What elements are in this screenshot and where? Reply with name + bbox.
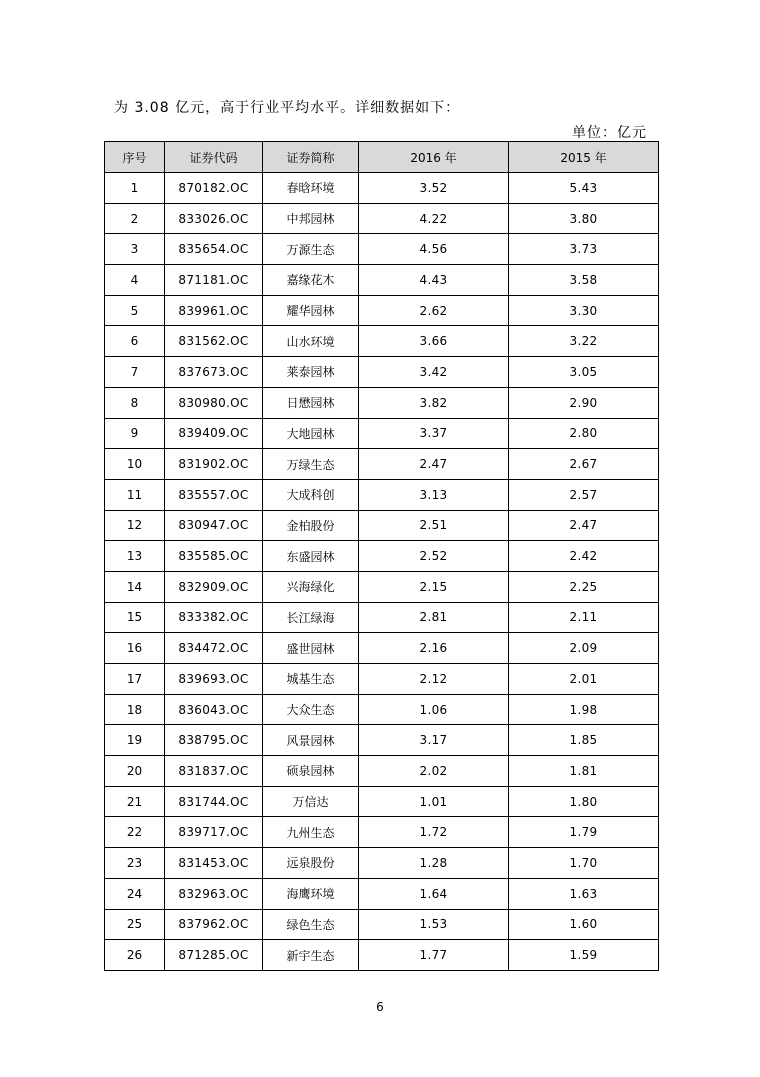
cell-security-name: 海鹰环境 — [263, 878, 359, 909]
cell-index: 5 — [105, 295, 165, 326]
cell-value-2016: 4.22 — [359, 203, 509, 234]
cell-value-2015: 2.67 — [509, 449, 659, 480]
cell-index: 21 — [105, 786, 165, 817]
cell-security-code: 834472.OC — [165, 633, 263, 664]
cell-value-2016: 2.16 — [359, 633, 509, 664]
table-row — [105, 602, 659, 633]
cell-value-2015: 5.43 — [509, 173, 659, 204]
cell-index: 24 — [105, 878, 165, 909]
cell-index: 6 — [105, 326, 165, 357]
cell-index: 7 — [105, 357, 165, 388]
cell-value-2016: 3.82 — [359, 387, 509, 418]
cell-security-code: 831837.OC — [165, 756, 263, 787]
intro-paragraph: 为 3.08 亿元，高于行业平均水平。详细数据如下： — [114, 100, 461, 116]
cell-security-name: 莱泰园林 — [263, 357, 359, 388]
cell-security-name: 长江绿海 — [263, 602, 359, 633]
table-row — [105, 848, 659, 879]
cell-security-code: 830947.OC — [165, 510, 263, 541]
cell-index: 4 — [105, 265, 165, 296]
table-row — [105, 571, 659, 602]
cell-security-code: 870182.OC — [165, 173, 263, 204]
cell-value-2015: 2.42 — [509, 541, 659, 572]
page-number: 6 — [376, 1000, 384, 1014]
cell-security-code: 871285.OC — [165, 940, 263, 971]
cell-value-2015: 2.80 — [509, 418, 659, 449]
cell-value-2015: 1.60 — [509, 909, 659, 940]
cell-security-code: 837673.OC — [165, 357, 263, 388]
cell-security-name: 春晗环境 — [263, 173, 359, 204]
cell-value-2016: 1.28 — [359, 848, 509, 879]
cell-security-name: 远泉股份 — [263, 848, 359, 879]
cell-value-2016: 4.43 — [359, 265, 509, 296]
cell-security-code: 831453.OC — [165, 848, 263, 879]
cell-value-2015: 2.25 — [509, 571, 659, 602]
header-year-2015: 2015 年 — [509, 142, 659, 173]
table-row — [105, 725, 659, 756]
cell-index: 26 — [105, 940, 165, 971]
cell-index: 23 — [105, 848, 165, 879]
cell-value-2016: 3.52 — [359, 173, 509, 204]
cell-security-code: 871181.OC — [165, 265, 263, 296]
table-row — [105, 265, 659, 296]
cell-security-name: 绿色生态 — [263, 909, 359, 940]
cell-index: 12 — [105, 510, 165, 541]
cell-index: 10 — [105, 449, 165, 480]
cell-security-name: 风景园林 — [263, 725, 359, 756]
table-row — [105, 357, 659, 388]
cell-value-2016: 1.77 — [359, 940, 509, 971]
cell-value-2016: 3.17 — [359, 725, 509, 756]
cell-security-name: 九州生态 — [263, 817, 359, 848]
cell-security-name: 耀华园林 — [263, 295, 359, 326]
header-year-2016: 2016 年 — [359, 142, 509, 173]
cell-security-name: 兴海绿化 — [263, 571, 359, 602]
cell-index: 20 — [105, 756, 165, 787]
cell-security-name: 中邦园林 — [263, 203, 359, 234]
cell-index: 9 — [105, 418, 165, 449]
cell-security-name: 东盛园林 — [263, 541, 359, 572]
cell-value-2015: 2.90 — [509, 387, 659, 418]
cell-value-2016: 1.72 — [359, 817, 509, 848]
table-row — [105, 541, 659, 572]
cell-security-code: 838795.OC — [165, 725, 263, 756]
cell-value-2016: 1.64 — [359, 878, 509, 909]
cell-value-2016: 2.47 — [359, 449, 509, 480]
cell-security-code: 831902.OC — [165, 449, 263, 480]
cell-security-name: 万源生态 — [263, 234, 359, 265]
cell-security-code: 839409.OC — [165, 418, 263, 449]
cell-value-2015: 1.81 — [509, 756, 659, 787]
table-row — [105, 326, 659, 357]
cell-security-name: 大众生态 — [263, 694, 359, 725]
cell-security-name: 嘉缘花木 — [263, 265, 359, 296]
cell-security-name: 山水环境 — [263, 326, 359, 357]
cell-value-2016: 2.62 — [359, 295, 509, 326]
cell-security-name: 日懋园林 — [263, 387, 359, 418]
cell-value-2016: 3.13 — [359, 479, 509, 510]
cell-value-2015: 3.05 — [509, 357, 659, 388]
cell-index: 1 — [105, 173, 165, 204]
cell-index: 14 — [105, 571, 165, 602]
cell-value-2016: 1.53 — [359, 909, 509, 940]
cell-index: 19 — [105, 725, 165, 756]
cell-value-2015: 3.80 — [509, 203, 659, 234]
table-row — [105, 633, 659, 664]
cell-security-code: 833026.OC — [165, 203, 263, 234]
cell-value-2015: 2.11 — [509, 602, 659, 633]
table-row — [105, 295, 659, 326]
cell-value-2016: 2.52 — [359, 541, 509, 572]
cell-index: 18 — [105, 694, 165, 725]
table-row — [105, 387, 659, 418]
table-row — [105, 817, 659, 848]
cell-value-2016: 3.42 — [359, 357, 509, 388]
table-body — [105, 173, 659, 971]
cell-value-2016: 3.37 — [359, 418, 509, 449]
cell-security-code: 839961.OC — [165, 295, 263, 326]
cell-index: 25 — [105, 909, 165, 940]
cell-security-code: 835654.OC — [165, 234, 263, 265]
table-row — [105, 510, 659, 541]
table-row — [105, 940, 659, 971]
cell-value-2015: 2.57 — [509, 479, 659, 510]
table-row — [105, 203, 659, 234]
cell-value-2016: 2.51 — [359, 510, 509, 541]
cell-security-code: 839693.OC — [165, 664, 263, 695]
cell-security-name: 万绿生态 — [263, 449, 359, 480]
table-row — [105, 418, 659, 449]
cell-value-2016: 2.02 — [359, 756, 509, 787]
cell-value-2015: 2.01 — [509, 664, 659, 695]
cell-value-2016: 2.81 — [359, 602, 509, 633]
table-row — [105, 756, 659, 787]
cell-value-2015: 1.59 — [509, 940, 659, 971]
cell-index: 11 — [105, 479, 165, 510]
cell-value-2015: 3.30 — [509, 295, 659, 326]
cell-security-code: 837962.OC — [165, 909, 263, 940]
table-row — [105, 878, 659, 909]
cell-security-name: 新宇生态 — [263, 940, 359, 971]
cell-security-name: 城基生态 — [263, 664, 359, 695]
cell-value-2015: 1.80 — [509, 786, 659, 817]
cell-security-code: 835585.OC — [165, 541, 263, 572]
cell-value-2015: 3.58 — [509, 265, 659, 296]
table-header-row — [105, 142, 659, 173]
unit-label: 单位：亿元 — [572, 125, 647, 141]
header-index: 序号 — [105, 142, 165, 173]
cell-index: 13 — [105, 541, 165, 572]
table-row — [105, 449, 659, 480]
cell-value-2016: 1.01 — [359, 786, 509, 817]
cell-security-name: 硕泉园林 — [263, 756, 359, 787]
cell-value-2015: 3.73 — [509, 234, 659, 265]
cell-value-2016: 2.15 — [359, 571, 509, 602]
cell-value-2016: 3.66 — [359, 326, 509, 357]
cell-value-2016: 2.12 — [359, 664, 509, 695]
cell-value-2016: 4.56 — [359, 234, 509, 265]
cell-index: 15 — [105, 602, 165, 633]
cell-index: 8 — [105, 387, 165, 418]
header-security-code: 证券代码 — [165, 142, 263, 173]
cell-security-code: 830980.OC — [165, 387, 263, 418]
cell-index: 3 — [105, 234, 165, 265]
cell-value-2015: 1.63 — [509, 878, 659, 909]
table-row — [105, 786, 659, 817]
cell-value-2015: 1.98 — [509, 694, 659, 725]
cell-security-code: 833382.OC — [165, 602, 263, 633]
table-row — [105, 694, 659, 725]
cell-index: 22 — [105, 817, 165, 848]
cell-security-name: 大地园林 — [263, 418, 359, 449]
cell-value-2015: 2.09 — [509, 633, 659, 664]
header-security-name: 证券简称 — [263, 142, 359, 173]
cell-value-2016: 1.06 — [359, 694, 509, 725]
cell-security-name: 盛世园林 — [263, 633, 359, 664]
cell-security-code: 831744.OC — [165, 786, 263, 817]
cell-security-code: 832963.OC — [165, 878, 263, 909]
cell-security-code: 835557.OC — [165, 479, 263, 510]
cell-security-code: 832909.OC — [165, 571, 263, 602]
table-row — [105, 909, 659, 940]
cell-security-code: 836043.OC — [165, 694, 263, 725]
cell-security-name: 金柏股份 — [263, 510, 359, 541]
cell-security-name: 万信达 — [263, 786, 359, 817]
table-row — [105, 173, 659, 204]
cell-value-2015: 3.22 — [509, 326, 659, 357]
table-row — [105, 234, 659, 265]
cell-value-2015: 1.70 — [509, 848, 659, 879]
cell-value-2015: 1.85 — [509, 725, 659, 756]
cell-index: 17 — [105, 664, 165, 695]
cell-value-2015: 1.79 — [509, 817, 659, 848]
table-row — [105, 664, 659, 695]
cell-index: 16 — [105, 633, 165, 664]
cell-value-2015: 2.47 — [509, 510, 659, 541]
data-table — [104, 141, 659, 971]
cell-security-name: 大成科创 — [263, 479, 359, 510]
table-row — [105, 479, 659, 510]
cell-security-code: 839717.OC — [165, 817, 263, 848]
cell-index: 2 — [105, 203, 165, 234]
cell-security-code: 831562.OC — [165, 326, 263, 357]
